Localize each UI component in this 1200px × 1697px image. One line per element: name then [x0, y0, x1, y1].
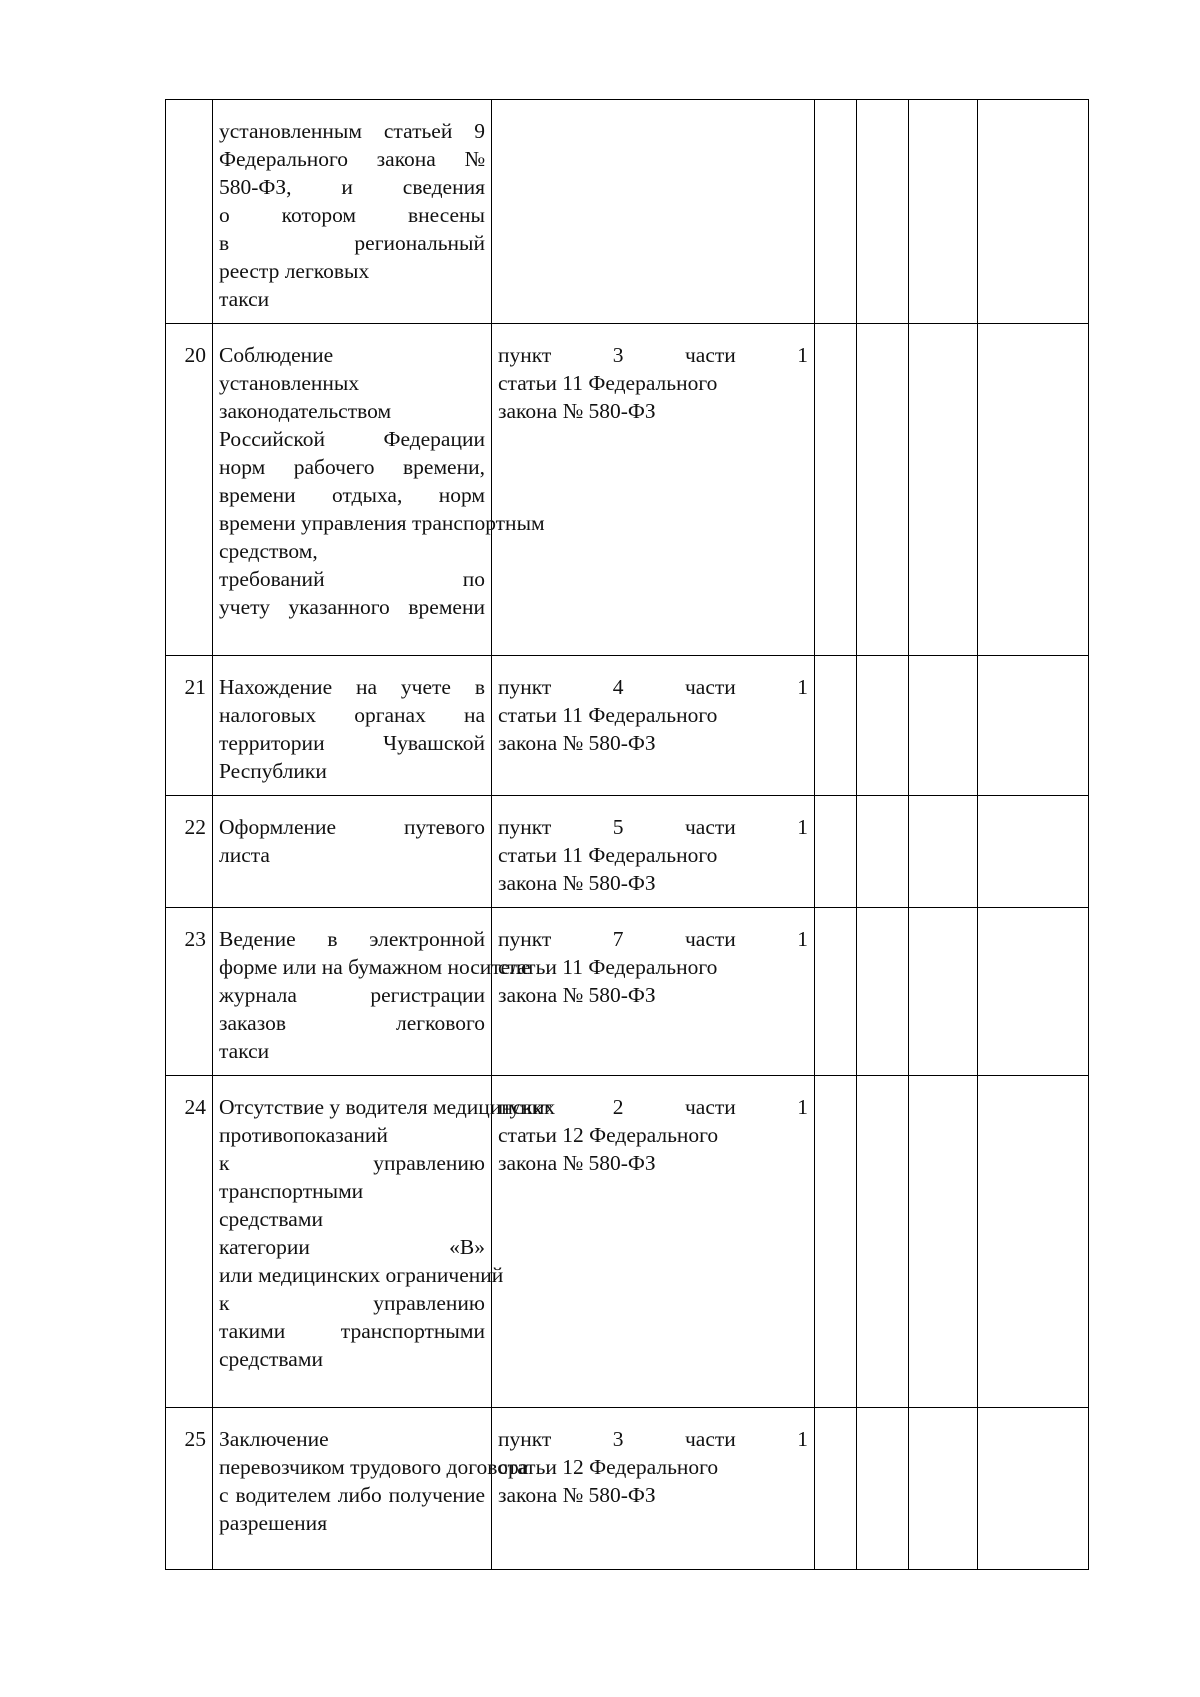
text-line: закона № 580-ФЗ — [498, 1483, 656, 1507]
col-note-cell — [978, 324, 1089, 656]
text-line: заказов легкового — [219, 1011, 485, 1035]
legal-reference-cell — [492, 1076, 815, 1408]
col-note-cell — [978, 100, 1089, 324]
text-line: закона № 580-ФЗ — [498, 1151, 656, 1175]
requirement-cell — [213, 656, 492, 796]
col-yes-cell — [815, 656, 857, 796]
row-number: 24 — [166, 1076, 213, 1408]
row-number — [166, 100, 213, 324]
text-line: пункт 2 части 1 — [498, 1095, 808, 1119]
col-no-cell — [857, 324, 909, 656]
col-na-cell — [909, 1408, 978, 1570]
text-line: закона № 580-ФЗ — [498, 731, 656, 755]
text-line: перевозчиком трудового договора — [219, 1455, 529, 1479]
col-yes-cell — [815, 796, 857, 908]
requirement-cell — [213, 1076, 556, 1408]
col-note-cell — [978, 1408, 1089, 1570]
text-line: пункт 3 части 1 — [498, 343, 808, 367]
text-line: такси — [219, 287, 270, 311]
text-line: с водителем либо получение — [219, 1483, 485, 1507]
text-line: установленным статьей 9 — [219, 119, 485, 143]
text-line: журнала регистрации — [219, 983, 485, 1007]
table-row — [166, 100, 1089, 324]
text-line: Российской Федерации — [219, 427, 485, 451]
col-no-cell — [857, 1076, 909, 1408]
col-no-cell — [857, 656, 909, 796]
text-line: противопоказаний — [219, 1123, 388, 1147]
text-line: Заключение — [219, 1427, 329, 1451]
col-yes-cell — [815, 1408, 857, 1570]
text-line: Федерального закона № — [219, 147, 485, 171]
row-number: 21 — [166, 656, 213, 796]
text-line: средствами — [219, 1347, 323, 1371]
checklist-body — [166, 100, 1089, 1570]
text-line: разрешения — [219, 1511, 328, 1535]
text-line: учету указанного времени — [219, 595, 485, 619]
text-line: норм рабочего времени, — [219, 455, 485, 479]
text-line: статьи 12 Федерального — [498, 1123, 719, 1147]
text-line: пункт 5 части 1 — [498, 815, 808, 839]
text-line: Соблюдение — [219, 343, 334, 367]
col-na-cell — [909, 908, 978, 1076]
legal-reference-cell — [492, 1408, 815, 1570]
text-line: средством, — [219, 539, 318, 563]
col-note-cell — [978, 656, 1089, 796]
text-line: закона № 580-ФЗ — [498, 871, 656, 895]
col-yes-cell — [815, 100, 857, 324]
text-line: пункт 3 части 1 — [498, 1427, 808, 1451]
legal-reference-cell — [492, 908, 815, 1076]
table-row — [166, 796, 1089, 908]
text-line: реестр легковых — [219, 259, 370, 283]
text-line: законодательством — [219, 399, 392, 423]
text-line: к управлению — [219, 1291, 485, 1315]
text-line: статьи 12 Федерального — [498, 1455, 719, 1479]
text-line: категории «В» — [219, 1235, 485, 1259]
text-line: налоговых органах на — [219, 703, 485, 727]
text-line: установленных — [219, 371, 360, 395]
row-number: 22 — [166, 796, 213, 908]
col-na-cell — [909, 100, 978, 324]
table-row — [166, 908, 1089, 1076]
text-line: такими транспортными — [219, 1319, 485, 1343]
text-line: Нахождение на учете в — [219, 675, 485, 699]
text-line: статьи 11 Федерального — [498, 703, 718, 727]
legal-reference-cell — [492, 100, 815, 324]
table-row — [166, 1076, 1089, 1408]
col-note-cell — [978, 908, 1089, 1076]
col-note-cell — [978, 1076, 1089, 1408]
text-line: к управлению — [219, 1151, 485, 1175]
text-line: Республики — [219, 759, 327, 783]
requirement-cell — [213, 324, 545, 656]
text-line: форме или на бумажном носителе — [219, 955, 531, 979]
col-note-cell — [978, 796, 1089, 908]
col-na-cell — [909, 324, 978, 656]
requirement-cell — [213, 796, 492, 908]
text-line: пункт 7 части 1 — [498, 927, 808, 951]
requirement-cell — [213, 908, 531, 1076]
col-na-cell — [909, 796, 978, 908]
text-line: Оформление путевого — [219, 815, 485, 839]
text-line: средствами — [219, 1207, 323, 1231]
text-line: Отсутствие у водителя медицинских — [219, 1095, 556, 1119]
col-no-cell — [857, 796, 909, 908]
table-row — [166, 1408, 1089, 1570]
text-line: закона № 580-ФЗ — [498, 983, 656, 1007]
col-na-cell — [909, 1076, 978, 1408]
requirement-cell — [213, 1408, 529, 1570]
legal-reference-cell — [492, 656, 815, 796]
col-yes-cell — [815, 908, 857, 1076]
text-line: транспортными — [219, 1179, 364, 1203]
row-number: 25 — [166, 1408, 213, 1570]
text-line: Ведение в электронной — [219, 927, 485, 951]
text-line: такси — [219, 1039, 270, 1063]
col-na-cell — [909, 656, 978, 796]
text-line: времени управления транспортным — [219, 511, 545, 535]
table-row — [166, 324, 1089, 656]
requirement-cell — [213, 100, 492, 324]
text-line: пункт 4 части 1 — [498, 675, 808, 699]
text-line: территории Чувашской — [219, 731, 485, 755]
row-number: 20 — [166, 324, 213, 656]
col-no-cell — [857, 100, 909, 324]
text-line: статьи 11 Федерального — [498, 371, 718, 395]
col-yes-cell — [815, 324, 857, 656]
text-line: или медицинских ограничений — [219, 1263, 504, 1287]
checklist-table — [165, 99, 1089, 1570]
table-row — [166, 656, 1089, 796]
text-line: 580-ФЗ, и сведения — [219, 175, 485, 199]
col-no-cell — [857, 1408, 909, 1570]
text-line: в региональный — [219, 231, 485, 255]
legal-reference-cell — [492, 796, 815, 908]
text-line: листа — [219, 843, 270, 867]
text-line: требований по — [219, 567, 485, 591]
col-no-cell — [857, 908, 909, 1076]
row-number: 23 — [166, 908, 213, 1076]
legal-reference-cell — [492, 324, 815, 656]
text-line: статьи 11 Федерального — [498, 955, 718, 979]
text-line: времени отдыха, норм — [219, 483, 485, 507]
col-yes-cell — [815, 1076, 857, 1408]
text-line: статьи 11 Федерального — [498, 843, 718, 867]
text-line: закона № 580-ФЗ — [498, 399, 656, 423]
text-line: о котором внесены — [219, 203, 485, 227]
